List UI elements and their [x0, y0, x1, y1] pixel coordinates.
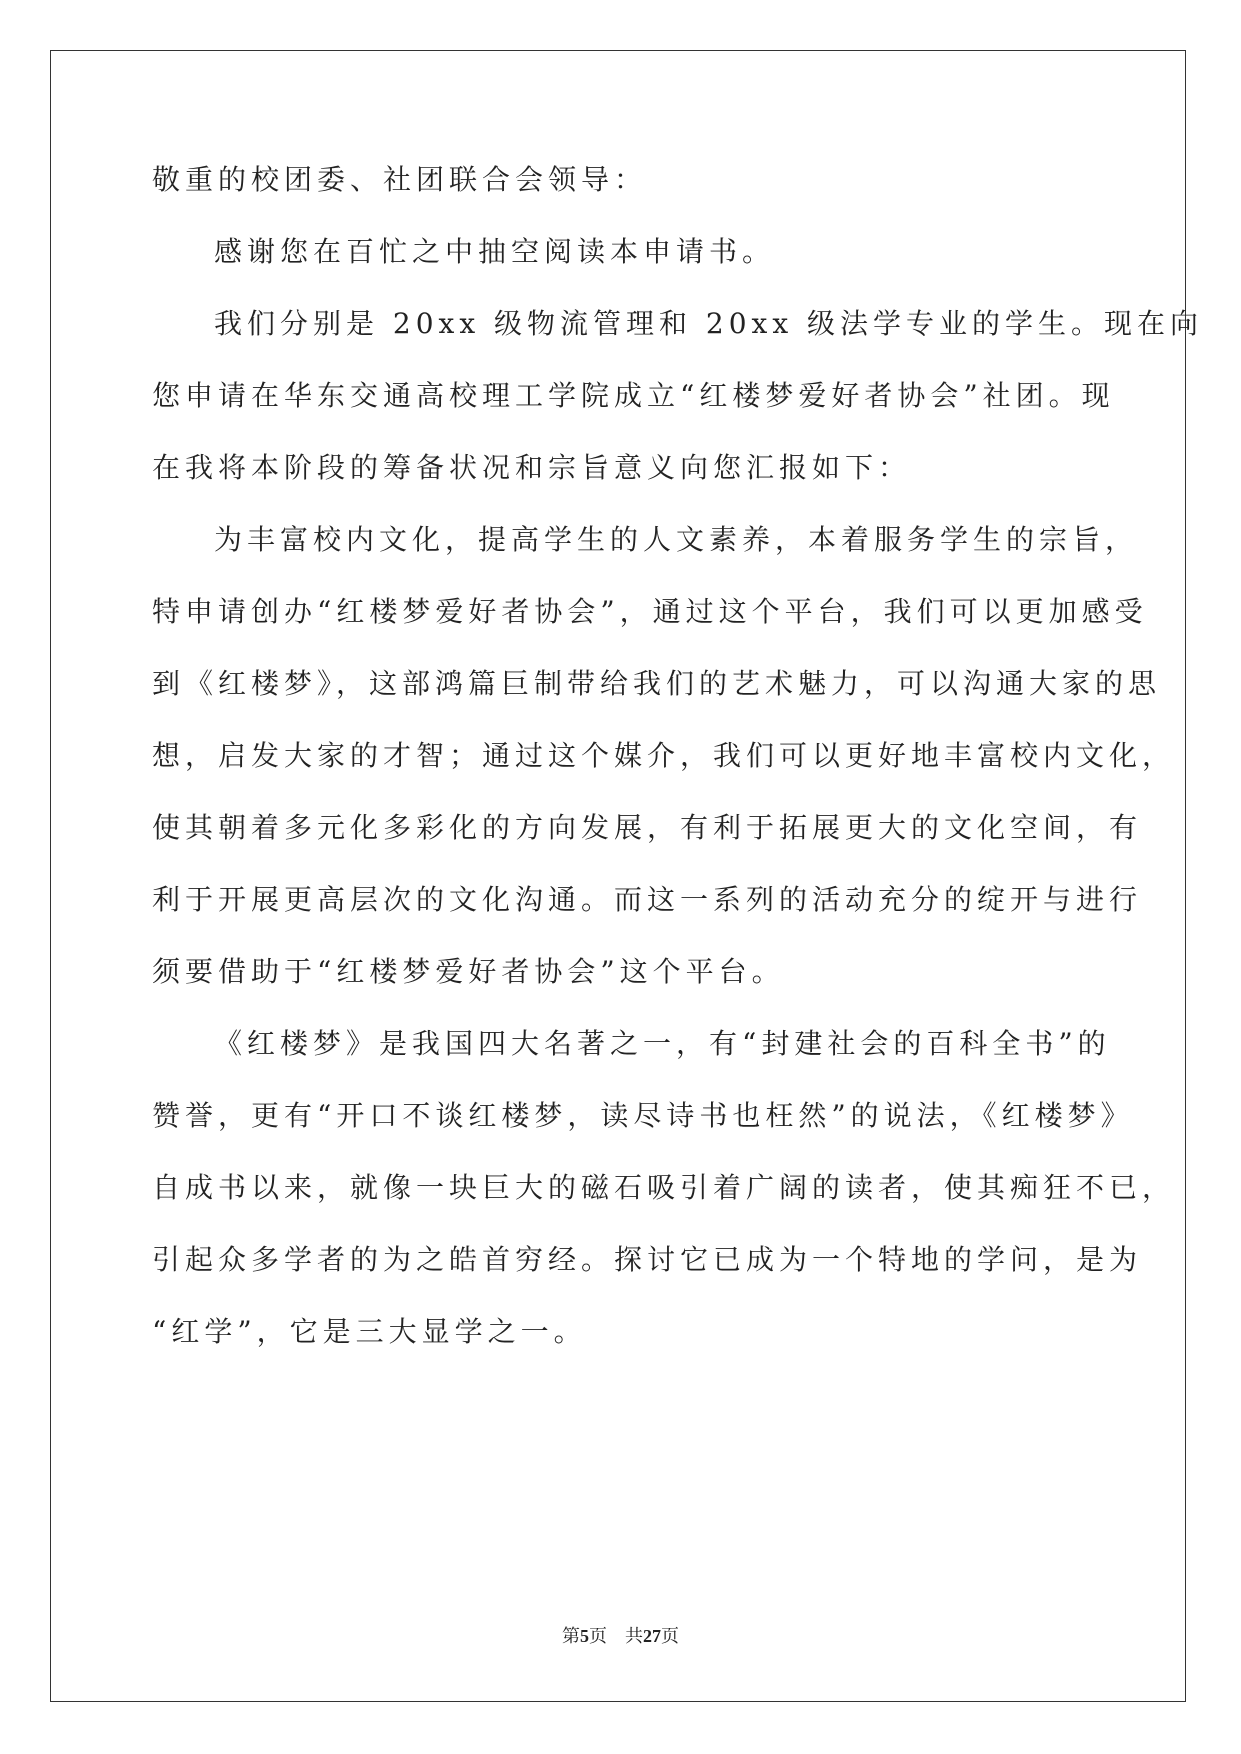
paragraph-line: 在我将本阶段的筹备状况和宗旨意义向您汇报如下：: [152, 451, 912, 484]
paragraph-line: 利于开展更高层次的文化沟通。而这一系列的活动充分的绽开与进行: [152, 883, 1143, 916]
paragraph-line: 须要借助于“红楼梦爱好者协会”这个平台。: [152, 955, 785, 988]
total-suffix: 页: [661, 1626, 679, 1646]
page-suffix: 页: [589, 1626, 607, 1646]
paragraph-line: “红学”，它是三大显学之一。: [152, 1315, 587, 1348]
paragraph-line: 您申请在华东交通高校理工学院成立“红楼梦爱好者协会”社团。现: [152, 379, 1115, 412]
page-border: [50, 50, 1186, 1702]
paragraph-line: 引起众多学者的为之皓首穷经。探讨它已成为一个特地的学问，是为: [152, 1243, 1143, 1276]
paragraph-line: 到《红楼梦》，这部鸿篇巨制带给我们的艺术魅力，可以沟通大家的思: [152, 667, 1162, 700]
page-footer: [0, 1624, 1241, 1648]
total-prefix: 共: [625, 1626, 643, 1646]
paragraph-line: 想，启发大家的才智；通过这个媒介，我们可以更好地丰富校内文化，: [152, 739, 1176, 772]
paragraph-line: 自成书以来，就像一块巨大的磁石吸引着广阔的读者，使其痴狂不已，: [152, 1171, 1176, 1204]
paragraph-line: 为丰富校内文化，提高学生的人文素养，本着服务学生的宗旨，: [214, 523, 1139, 556]
paragraph-line: 使其朝着多元化多彩化的方向发展，有利于拓展更大的文化空间，有: [152, 811, 1143, 844]
paragraph-line: 赞誉，更有“开口不谈红楼梦，读尽诗书也枉然”的说法，《红楼梦》: [152, 1099, 1134, 1132]
total-pages: 27: [643, 1626, 661, 1646]
paragraph-line: 《红楼梦》是我国四大名著之一，有“封建社会的百科全书”的: [214, 1027, 1111, 1060]
paragraph-line: 感谢您在百忙之中抽空阅读本申请书。: [214, 235, 776, 268]
paragraph-line: 我们分别是 20xx 级物流管理和 20xx 级法学专业的学生。现在向: [214, 307, 1204, 340]
page-number: 5: [580, 1626, 589, 1646]
page-prefix: 第: [562, 1626, 580, 1646]
salutation-line: 敬重的校团委、社团联合会领导：: [152, 163, 648, 196]
paragraph-line: 特申请创办“红楼梦爱好者协会”，通过这个平台，我们可以更加感受: [152, 595, 1148, 628]
